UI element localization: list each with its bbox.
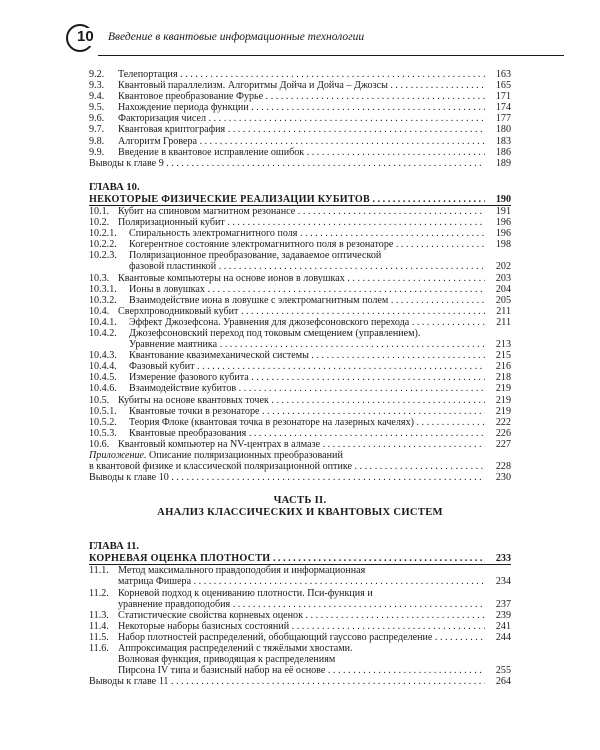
toc-entry-number: 11.3. — [89, 609, 109, 621]
page-number: 10 — [77, 28, 94, 45]
toc-entry[interactable] — [89, 124, 511, 135]
chapter10-page: 190 — [495, 193, 511, 205]
toc-entry-number: 9.6. — [89, 113, 105, 125]
toc-entry-title: уравнение правдоподобия . . . — [118, 599, 485, 610]
chapter10-label: ГЛАВА 10. — [89, 181, 140, 193]
toc-entry-number: 10.1. — [89, 205, 110, 217]
chapter10-list — [89, 206, 511, 450]
toc-entry[interactable] — [89, 361, 511, 372]
appendix-line2: в квантовой физике и классической поляризационной оптике . . . — [89, 461, 485, 472]
toc-entry-page: 191 — [495, 205, 511, 217]
toc-entry-page: 189 — [495, 157, 511, 169]
toc-entry[interactable] — [89, 632, 511, 643]
toc-entry-number: 11.5. — [89, 631, 109, 643]
toc-entry-title: Квантовые преобразования . . . — [129, 428, 485, 439]
toc-entry-title: Фазовый кубит . . . — [129, 361, 485, 372]
toc-entry-number: 10.2.2. — [89, 239, 117, 251]
chapter10-conclusions-page: 230 — [495, 472, 511, 484]
toc-entry[interactable] — [89, 621, 511, 632]
toc-entry-page: 198 — [495, 239, 511, 251]
toc-entry[interactable] — [89, 239, 511, 250]
toc-entry[interactable] — [89, 383, 511, 394]
toc-entry-title: Волновая функция, приводящая к распределениям — [118, 654, 336, 666]
toc-entry-number: 10.4.1. — [89, 316, 117, 328]
toc-entry-number: 10.3. — [89, 272, 110, 284]
toc-entry-number: 11.1. — [89, 565, 109, 577]
toc-entry-page: 163 — [495, 69, 511, 80]
toc-entry-number: 9.5. — [89, 102, 105, 114]
toc-entry-title: Ионы в ловушках . . . — [129, 284, 485, 295]
toc-entry[interactable] — [89, 228, 511, 239]
toc-entry-number: 10.2.3. — [89, 250, 117, 262]
toc-entry-page: 244 — [495, 631, 511, 643]
toc-entry-title: Корневой подход к оцениванию плотности. Пси-функция и — [118, 587, 373, 599]
toc-entry-number: 10.5.2. — [89, 416, 117, 428]
toc-entry-number: 10.4. — [89, 305, 110, 317]
toc-entry-page: 177 — [495, 113, 511, 125]
toc-entry[interactable] — [89, 406, 511, 417]
part2-title: АНАЛИЗ КЛАССИЧЕСКИХ И КВАНТОВЫХ СИСТЕМ — [157, 507, 443, 519]
toc-entry-title: Пирсона IV типа и базисный набор на её основе . . . — [118, 665, 485, 676]
toc-entry[interactable] — [89, 273, 511, 284]
toc-entry-title: матрица Фишера . . . — [118, 576, 485, 587]
toc-entry-title: Квантовый компьютер на NV-центрах в алмазе . . . — [118, 439, 485, 450]
table-of-contents — [89, 69, 511, 687]
toc-entry-number: 10.4.6. — [89, 383, 117, 395]
toc-entry-title: Алгоритм Гровера . . . — [118, 136, 485, 147]
toc-entry-page: 219 — [495, 405, 511, 417]
toc-entry-page: 211 — [496, 305, 511, 317]
toc-entry[interactable] — [89, 576, 511, 587]
toc-entry-page: 219 — [495, 383, 511, 395]
toc-entry-title: Эффект Джозефсона. Уравнения для джозефсоновского перехода . . . — [129, 317, 485, 328]
toc-entry-title: Уравнение маятника . . . — [129, 339, 485, 350]
toc-entry-title: Телепортация . . . — [118, 69, 485, 80]
chapter9-tail-list — [89, 69, 511, 169]
toc-entry[interactable] — [89, 306, 511, 317]
chapter11-list — [89, 565, 511, 676]
toc-entry-title: Метод максимального правдоподобия и информационная — [118, 565, 366, 577]
toc-entry[interactable] — [89, 328, 511, 339]
toc-entry[interactable] — [89, 428, 511, 439]
chapter10-conclusions: Выводы к главе 10 . . . — [89, 472, 485, 483]
toc-entry-number: 10.2.1. — [89, 228, 117, 240]
toc-entry[interactable] — [89, 439, 511, 450]
toc-entry-page: 213 — [495, 339, 511, 351]
toc-entry-number: 9.2. — [89, 69, 105, 80]
toc-entry-page: 226 — [495, 427, 511, 439]
toc-entry[interactable] — [89, 372, 511, 383]
chapter11-conclusions: Выводы к главе 11 . . . — [89, 676, 485, 687]
toc-entry-title: Кубит на спиновом магнитном резонансе . . . — [118, 206, 485, 217]
appendix-row-cont[interactable] — [89, 461, 511, 472]
toc-entry[interactable] — [89, 339, 511, 350]
toc-entry-title: Квантовые компьютеры на основе ионов в ловушках . . . — [118, 273, 485, 284]
toc-entry-number: 9.3. — [89, 80, 105, 92]
toc-entry-page: 255 — [495, 665, 511, 677]
toc-entry-title: Статистические свойства корневых оценок . . . — [118, 610, 485, 621]
appendix-page: 228 — [495, 461, 511, 473]
toc-entry-number: 11.4. — [89, 620, 109, 632]
toc-entry[interactable] — [89, 643, 511, 654]
toc-entry-title: Сверхпроводниковый кубит . . . — [118, 306, 485, 317]
toc-entry[interactable] — [89, 147, 511, 158]
toc-entry-number: 10.4.5. — [89, 372, 117, 384]
toc-entry-title: фазовой пластинкой . . . — [129, 261, 485, 272]
toc-entry-title: Нахождение периода функции . . . — [118, 102, 485, 113]
toc-entry-number: 10.4.4. — [89, 361, 117, 373]
toc-entry[interactable] — [89, 610, 511, 621]
toc-entry[interactable] — [89, 91, 511, 102]
toc-entry[interactable] — [89, 588, 511, 599]
toc-entry-number: 10.5. — [89, 394, 110, 406]
toc-entry-title: Аппроксимация распределений с тяжёлыми хвостами. — [118, 643, 353, 655]
running-title: Введение в квантовые информационные технологии — [108, 31, 365, 43]
toc-entry[interactable] — [89, 317, 511, 328]
toc-entry-page: 196 — [495, 217, 511, 229]
toc-entry[interactable] — [89, 284, 511, 295]
toc-entry-page: 222 — [495, 416, 511, 428]
toc-entry-title: Поляризационный кубит . . . — [118, 217, 485, 228]
toc-entry-title: Теория Флоке (квантовая точка в резонаторе на лазерных качелях) . . . — [129, 417, 485, 428]
chapter11-conclusions-row[interactable] — [89, 676, 511, 687]
toc-entry-page: 183 — [495, 135, 511, 147]
toc-entry-title: Некоторые наборы базисных состояний . . . — [118, 621, 485, 632]
toc-entry[interactable] — [89, 206, 511, 217]
toc-entry-title: Квантовые точки в резонаторе . . . — [129, 406, 485, 417]
toc-entry[interactable] — [89, 665, 511, 676]
toc-entry-page: 239 — [495, 609, 511, 621]
toc-entry-title: Поляризационное преобразование, задаваемое оптической — [129, 250, 382, 262]
toc-entry-number: 10.2. — [89, 217, 110, 229]
appendix-row[interactable] — [89, 450, 511, 461]
toc-entry-number: 9.8. — [89, 135, 105, 147]
toc-entry-page: 215 — [495, 350, 511, 362]
toc-entry-title: Введение в квантовое исправление ошибок . . . — [118, 147, 485, 158]
toc-entry-title: Взаимодействие иона в ловушке с электромагнитным полем . . . — [129, 295, 485, 306]
toc-entry-title: Квантовый параллелизм. Алгоритмы Дойча и Дойча – Джозсы . . . — [118, 80, 485, 91]
toc-entry-page: 219 — [495, 394, 511, 406]
toc-entry-title: Взаимодействие кубитов . . . — [129, 383, 485, 394]
toc-entry-title: Когерентное состояние электромагнитного поля в резонаторе . . . — [129, 239, 485, 250]
toc-entry[interactable] — [89, 654, 511, 665]
toc-entry-title: Измерение фазового кубита . . . — [129, 372, 485, 383]
toc-entry-page: 234 — [495, 576, 511, 588]
toc-entry[interactable] — [89, 417, 511, 428]
toc-entry-number: 9.7. — [89, 124, 105, 136]
toc-entry-page: 186 — [495, 146, 511, 158]
toc-entry[interactable] — [89, 136, 511, 147]
toc-entry[interactable] — [89, 599, 511, 610]
toc-entry-page: 218 — [495, 372, 511, 384]
chapter11-page: 233 — [495, 553, 511, 565]
toc-entry[interactable] — [89, 158, 511, 169]
chapter11-label: ГЛАВА 11. — [89, 541, 140, 553]
toc-entry[interactable] — [89, 250, 511, 261]
toc-entry-page: 241 — [495, 620, 511, 632]
toc-entry-page: 205 — [495, 294, 511, 306]
toc-entry-title: Набор плотностей распределений, обобщающий гауссово распределение . . . — [118, 632, 485, 643]
toc-entry[interactable] — [89, 261, 511, 272]
toc-entry-title: Квантовое преобразование Фурье . . . — [118, 91, 485, 102]
header-rule — [98, 55, 564, 56]
toc-entry-title: Выводы к главе 9 . . . — [89, 158, 485, 169]
toc-entry-number: 9.9. — [89, 146, 105, 158]
toc-entry-page: 202 — [495, 261, 511, 273]
toc-entry-page: 237 — [495, 598, 511, 610]
toc-entry-number: 10.5.1. — [89, 405, 117, 417]
toc-entry-number: 11.2. — [89, 587, 109, 599]
toc-entry-title: Квантовая криптография . . . — [118, 124, 485, 135]
toc-entry-page: 227 — [495, 438, 511, 450]
toc-entry-page: 165 — [495, 80, 511, 92]
toc-entry-number: 10.5.3. — [89, 427, 117, 439]
toc-entry-page: 174 — [495, 102, 511, 114]
toc-entry-page: 171 — [495, 91, 511, 103]
toc-entry-page: 203 — [495, 272, 511, 284]
part2-label: ЧАСТЬ II. — [273, 495, 327, 507]
toc-entry[interactable] — [89, 350, 511, 361]
toc-entry-title: Квантование квазимеханической системы . . . — [129, 350, 485, 361]
toc-entry-title: Джозефсоновский переход под токовым смещением (управлением). — [129, 327, 421, 339]
part2-heading — [89, 495, 511, 535]
toc-entry[interactable] — [89, 217, 511, 228]
toc-entry-number: 11.6. — [89, 643, 109, 655]
toc-entry[interactable] — [89, 102, 511, 113]
toc-entry-title: Спиральность электромагнитного поля . . . — [129, 228, 485, 239]
chapter11-title-row[interactable] — [89, 553, 511, 565]
chapter10-title-row[interactable] — [89, 194, 511, 206]
page-header — [66, 22, 536, 56]
toc-entry-number: 10.3.2. — [89, 294, 117, 306]
appendix-label: Приложение. — [89, 450, 147, 461]
toc-entry-title: Факторизация чисел . . . — [118, 113, 485, 124]
toc-entry-page: 216 — [495, 361, 511, 373]
toc-entry-page: 196 — [495, 228, 511, 240]
toc-entry-number: 10.4.3. — [89, 350, 117, 362]
toc-entry-title: Кубиты на основе квантовых точек . . . — [118, 395, 485, 406]
toc-entry[interactable] — [89, 565, 511, 576]
chapter10-title: НЕКОТОРЫЕ ФИЗИЧЕСКИЕ РЕАЛИЗАЦИИ КУБИТОВ . . . — [89, 194, 485, 205]
toc-entry-number: 10.6. — [89, 438, 110, 450]
toc-entry-page: 211 — [496, 316, 511, 328]
appendix-line1: Описание поляризационных преобразований — [149, 450, 343, 461]
toc-entry[interactable] — [89, 69, 511, 80]
chapter11-title: КОРНЕВАЯ ОЦЕНКА ПЛОТНОСТИ . . . — [89, 553, 485, 564]
toc-entry[interactable] — [89, 113, 511, 124]
toc-entry[interactable] — [89, 395, 511, 406]
chapter11-conclusions-page: 264 — [495, 676, 511, 688]
toc-entry-number: 9.4. — [89, 91, 105, 103]
toc-entry[interactable] — [89, 80, 511, 91]
toc-entry-page: 204 — [495, 283, 511, 295]
toc-entry-number: 10.3.1. — [89, 283, 117, 295]
toc-entry-number: 10.4.2. — [89, 327, 117, 339]
toc-entry[interactable] — [89, 295, 511, 306]
toc-entry-page: 180 — [495, 124, 511, 136]
chapter10-conclusions-row[interactable] — [89, 472, 511, 483]
